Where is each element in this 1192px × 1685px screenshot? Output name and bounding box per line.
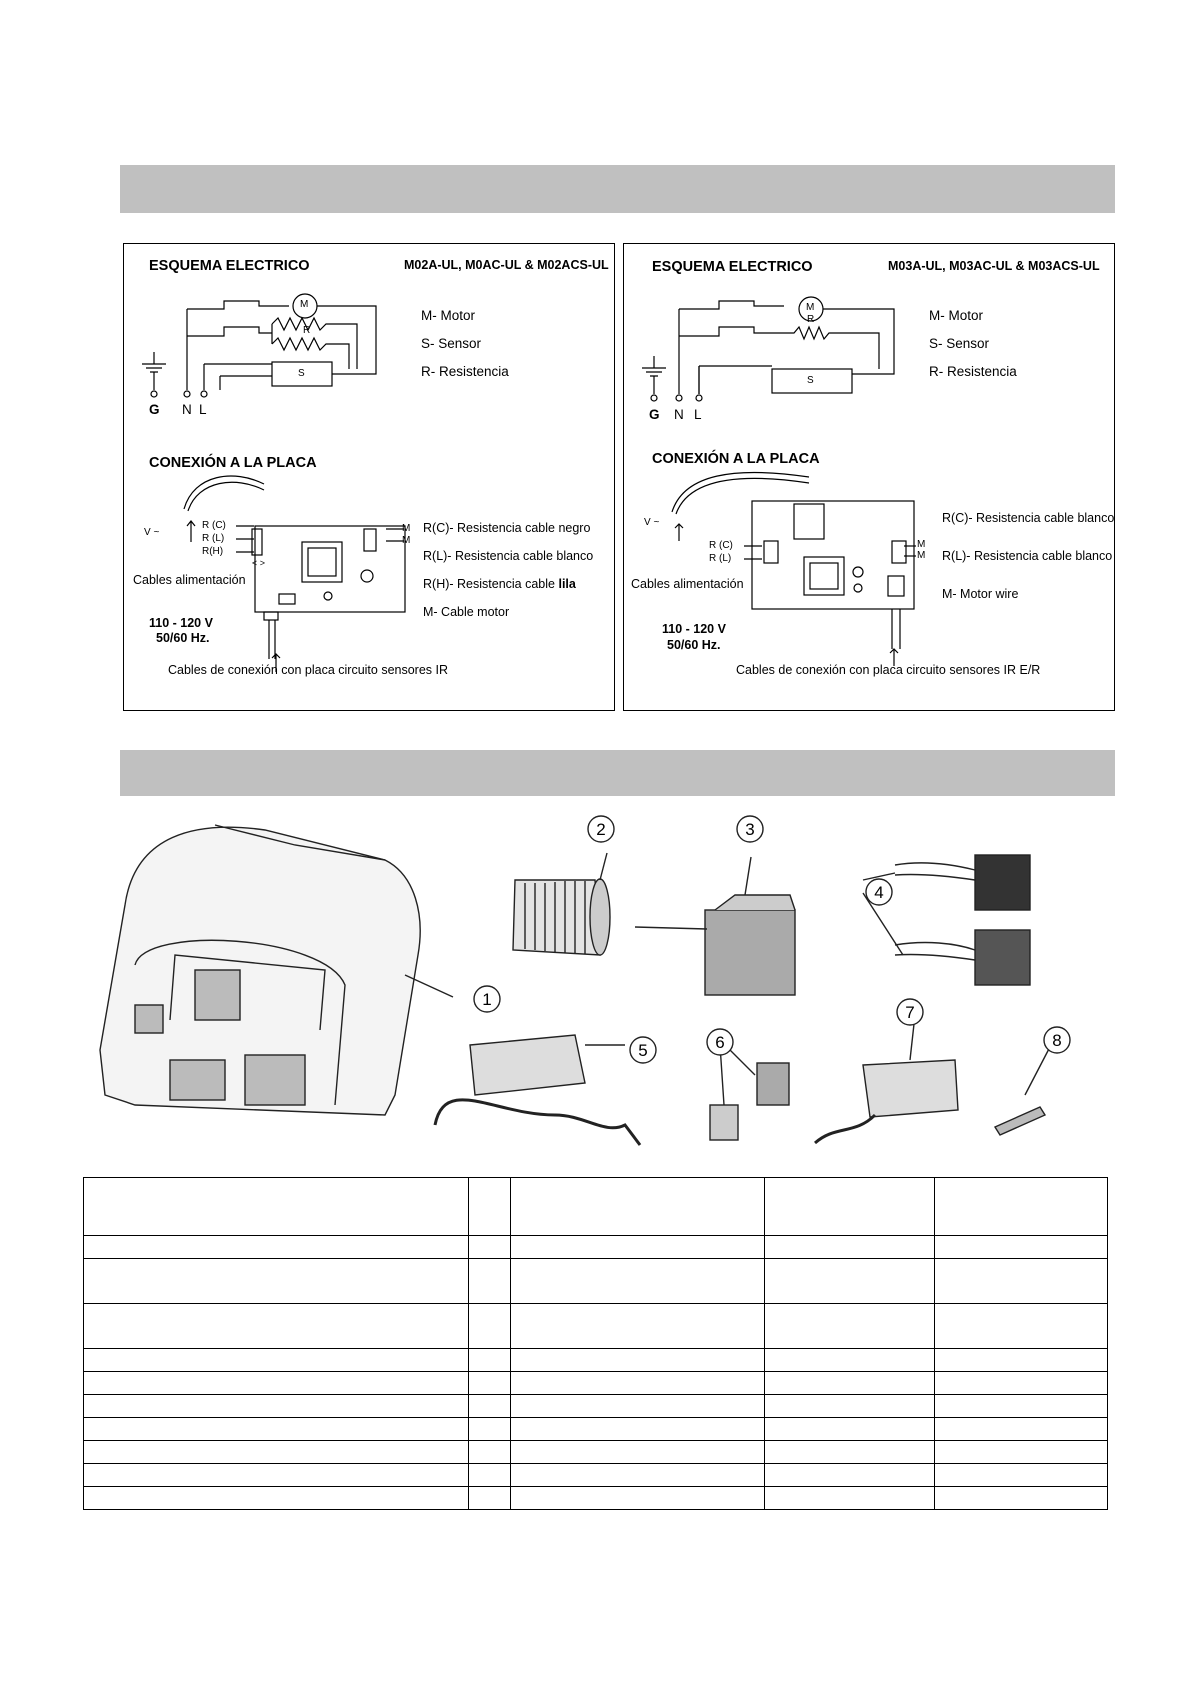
table-cell — [765, 1259, 935, 1304]
table-cell — [468, 1259, 510, 1304]
sensor-cable-label: Cables de conexión con placa circuito sensores IR — [168, 663, 449, 677]
terminal-n-right: N — [674, 407, 684, 422]
voltage-label: 110 - 120 V — [149, 616, 213, 630]
model-list-right: M03A-UL, M03AC-UL & M03ACS-UL — [888, 259, 1100, 273]
table-cell — [468, 1372, 510, 1395]
terminal-l: L — [199, 402, 207, 417]
resistor-symbol-label-right: R — [807, 314, 815, 325]
table-cell — [935, 1349, 1108, 1372]
table-cell — [84, 1418, 469, 1441]
part-sensor-board — [815, 1015, 958, 1143]
table-cell — [510, 1304, 765, 1349]
wire-rc: R(C)- Resistencia cable negro — [423, 521, 591, 535]
table-cell — [765, 1441, 935, 1464]
table-cell — [935, 1304, 1108, 1349]
table-cell — [510, 1441, 765, 1464]
table-cell — [935, 1178, 1108, 1236]
table-cell — [468, 1464, 510, 1487]
plug-rc-right: R (C) — [709, 540, 733, 551]
table-cell — [765, 1236, 935, 1259]
table-row — [84, 1349, 1108, 1372]
table-cell — [84, 1349, 469, 1372]
legend-sensor: S- Sensor — [421, 336, 482, 351]
table-cell — [84, 1464, 469, 1487]
table-row — [84, 1441, 1108, 1464]
callout-label: 5 — [638, 1041, 648, 1060]
terminal-n: N — [182, 402, 192, 417]
callout-6 — [707, 1029, 733, 1055]
callout-label: 6 — [715, 1033, 725, 1052]
connection-title: CONEXIÓN A LA PLACA — [149, 455, 317, 471]
table-cell — [935, 1487, 1108, 1510]
wire-rl: R(L)- Resistencia cable blanco — [423, 549, 594, 563]
part-fan-wheel — [513, 853, 610, 955]
voltage-symbol-right: V ~ — [644, 517, 660, 528]
legend-motor: M- Motor — [421, 308, 475, 323]
wiring-panel-m02 — [123, 243, 615, 711]
wire-rl-right: R(L)- Resistencia cable blanco — [942, 549, 1113, 563]
table-cell — [935, 1372, 1108, 1395]
table-cell — [765, 1418, 935, 1441]
table-cell — [510, 1178, 765, 1236]
table-cell — [765, 1304, 935, 1349]
table-cell — [510, 1349, 765, 1372]
panel-title-right: ESQUEMA ELECTRICO — [652, 259, 813, 275]
part-control-board — [435, 1035, 640, 1145]
callout-label: 7 — [905, 1003, 915, 1022]
callout-2 — [588, 816, 614, 842]
callout-7 — [897, 999, 923, 1025]
table-cell — [935, 1418, 1108, 1441]
table-row — [84, 1395, 1108, 1418]
terminal-l-right: L — [694, 407, 702, 422]
table-cell — [468, 1441, 510, 1464]
table-cell — [510, 1236, 765, 1259]
callout-label: 1 — [482, 990, 492, 1009]
table-cell — [468, 1487, 510, 1510]
table-cell — [765, 1487, 935, 1510]
frequency-label-right: 50/60 Hz. — [667, 638, 721, 652]
section-header-bar-schematics — [120, 165, 1115, 213]
terminal-g: G — [149, 402, 160, 417]
table-cell — [468, 1236, 510, 1259]
model-list: M02A-UL, M0AC-UL & M02ACS-UL — [404, 258, 609, 272]
table-cell — [765, 1372, 935, 1395]
section-header-bar-parts — [120, 750, 1115, 796]
table-row — [84, 1259, 1108, 1304]
plug-rh: R(H) — [202, 546, 224, 557]
voltage-symbol: V ~ — [144, 527, 160, 538]
callout-8 — [1044, 1027, 1070, 1053]
table-cell — [935, 1259, 1108, 1304]
board-motor-mark-2: M — [402, 535, 411, 546]
table-row — [84, 1487, 1108, 1510]
table-cell — [84, 1441, 469, 1464]
board-motor-mark-right-2: M — [917, 550, 926, 561]
table-row — [84, 1418, 1108, 1441]
table-cell — [84, 1487, 469, 1510]
callout-label: 2 — [596, 820, 606, 839]
feed-cables-label: Cables alimentación — [133, 573, 246, 587]
table-cell — [765, 1349, 935, 1372]
callout-4 — [866, 879, 892, 905]
frequency-label: 50/60 Hz. — [156, 631, 210, 645]
table-cell — [84, 1178, 469, 1236]
sensor-symbol-label-right: S — [807, 375, 814, 386]
motor-symbol-label-right: M — [806, 302, 815, 313]
legend-resistance: R- Resistencia — [421, 364, 509, 379]
wire-rh-color: lila — [558, 577, 576, 591]
table-cell — [84, 1259, 469, 1304]
motor-symbol-label: M — [300, 299, 309, 310]
plug-rl: R (L) — [202, 533, 225, 544]
terminal-g-right: G — [649, 407, 660, 422]
legend-motor-right: M- Motor — [929, 308, 983, 323]
table-cell — [468, 1349, 510, 1372]
sensor-symbol-label: S — [298, 368, 305, 379]
wiring-panel-m03 — [623, 243, 1115, 711]
table-cell — [84, 1236, 469, 1259]
callout-1 — [474, 986, 500, 1012]
board-motor-mark-1: M — [402, 523, 411, 534]
part-heating-resistances — [863, 855, 1030, 985]
table-row — [84, 1236, 1108, 1259]
table-row — [84, 1464, 1108, 1487]
table-cell — [510, 1418, 765, 1441]
callout-label: 4 — [874, 883, 884, 902]
table-cell — [765, 1464, 935, 1487]
table-row — [84, 1178, 1108, 1236]
callout-5 — [630, 1037, 656, 1063]
table-cell — [468, 1395, 510, 1418]
table-cell — [510, 1487, 765, 1510]
table-cell — [468, 1418, 510, 1441]
voltage-label-right: 110 - 120 V — [662, 622, 726, 636]
table-cell — [935, 1441, 1108, 1464]
table-cell — [510, 1464, 765, 1487]
callout-label: 8 — [1052, 1031, 1062, 1050]
table-cell — [935, 1395, 1108, 1418]
wire-rh-text: R(H)- Resistencia cable — [423, 577, 559, 591]
table-row — [84, 1304, 1108, 1349]
wire-motor-right: M- Motor wire — [942, 587, 1019, 601]
parts-table — [83, 1177, 1108, 1510]
resistor-symbol-label: R — [303, 325, 311, 336]
wire-rc-right: R(C)- Resistencia cable blanco — [942, 511, 1115, 525]
table-cell — [510, 1395, 765, 1418]
parts-table-body — [84, 1178, 1108, 1510]
table-cell — [935, 1464, 1108, 1487]
wire-motor: M- Cable motor — [423, 605, 510, 619]
table-cell — [510, 1259, 765, 1304]
part-connector — [995, 1043, 1052, 1135]
legend-resistance-right: R- Resistencia — [929, 364, 1017, 379]
part-housing — [100, 825, 453, 1115]
table-cell — [84, 1395, 469, 1418]
table-cell — [935, 1236, 1108, 1259]
table-cell — [765, 1395, 935, 1418]
table-cell — [84, 1372, 469, 1395]
callout-label: 3 — [745, 820, 755, 839]
wire-rh — [423, 577, 576, 591]
plug-rl-right: R (L) — [709, 553, 732, 564]
table-cell — [468, 1178, 510, 1236]
table-row — [84, 1372, 1108, 1395]
table-cell — [510, 1372, 765, 1395]
plug-rc: R (C) — [202, 520, 226, 531]
connection-title-right: CONEXIÓN A LA PLACA — [652, 451, 820, 467]
board-motor-mark-right-1: M — [917, 539, 926, 550]
board-mark-left: < > — [252, 558, 266, 568]
table-cell — [765, 1178, 935, 1236]
feed-cables-label-right: Cables alimentación — [631, 577, 744, 591]
callout-3 — [737, 816, 763, 842]
exploded-parts-illustration — [95, 815, 1115, 1160]
table-cell — [84, 1304, 469, 1349]
sensor-cable-label-right: Cables de conexión con placa circuito sensores IR E/R — [736, 663, 1041, 677]
table-cell — [468, 1304, 510, 1349]
legend-sensor-right: S- Sensor — [929, 336, 990, 351]
part-motor — [635, 857, 795, 995]
panel-title: ESQUEMA ELECTRICO — [149, 258, 310, 274]
part-switch — [710, 1045, 789, 1140]
